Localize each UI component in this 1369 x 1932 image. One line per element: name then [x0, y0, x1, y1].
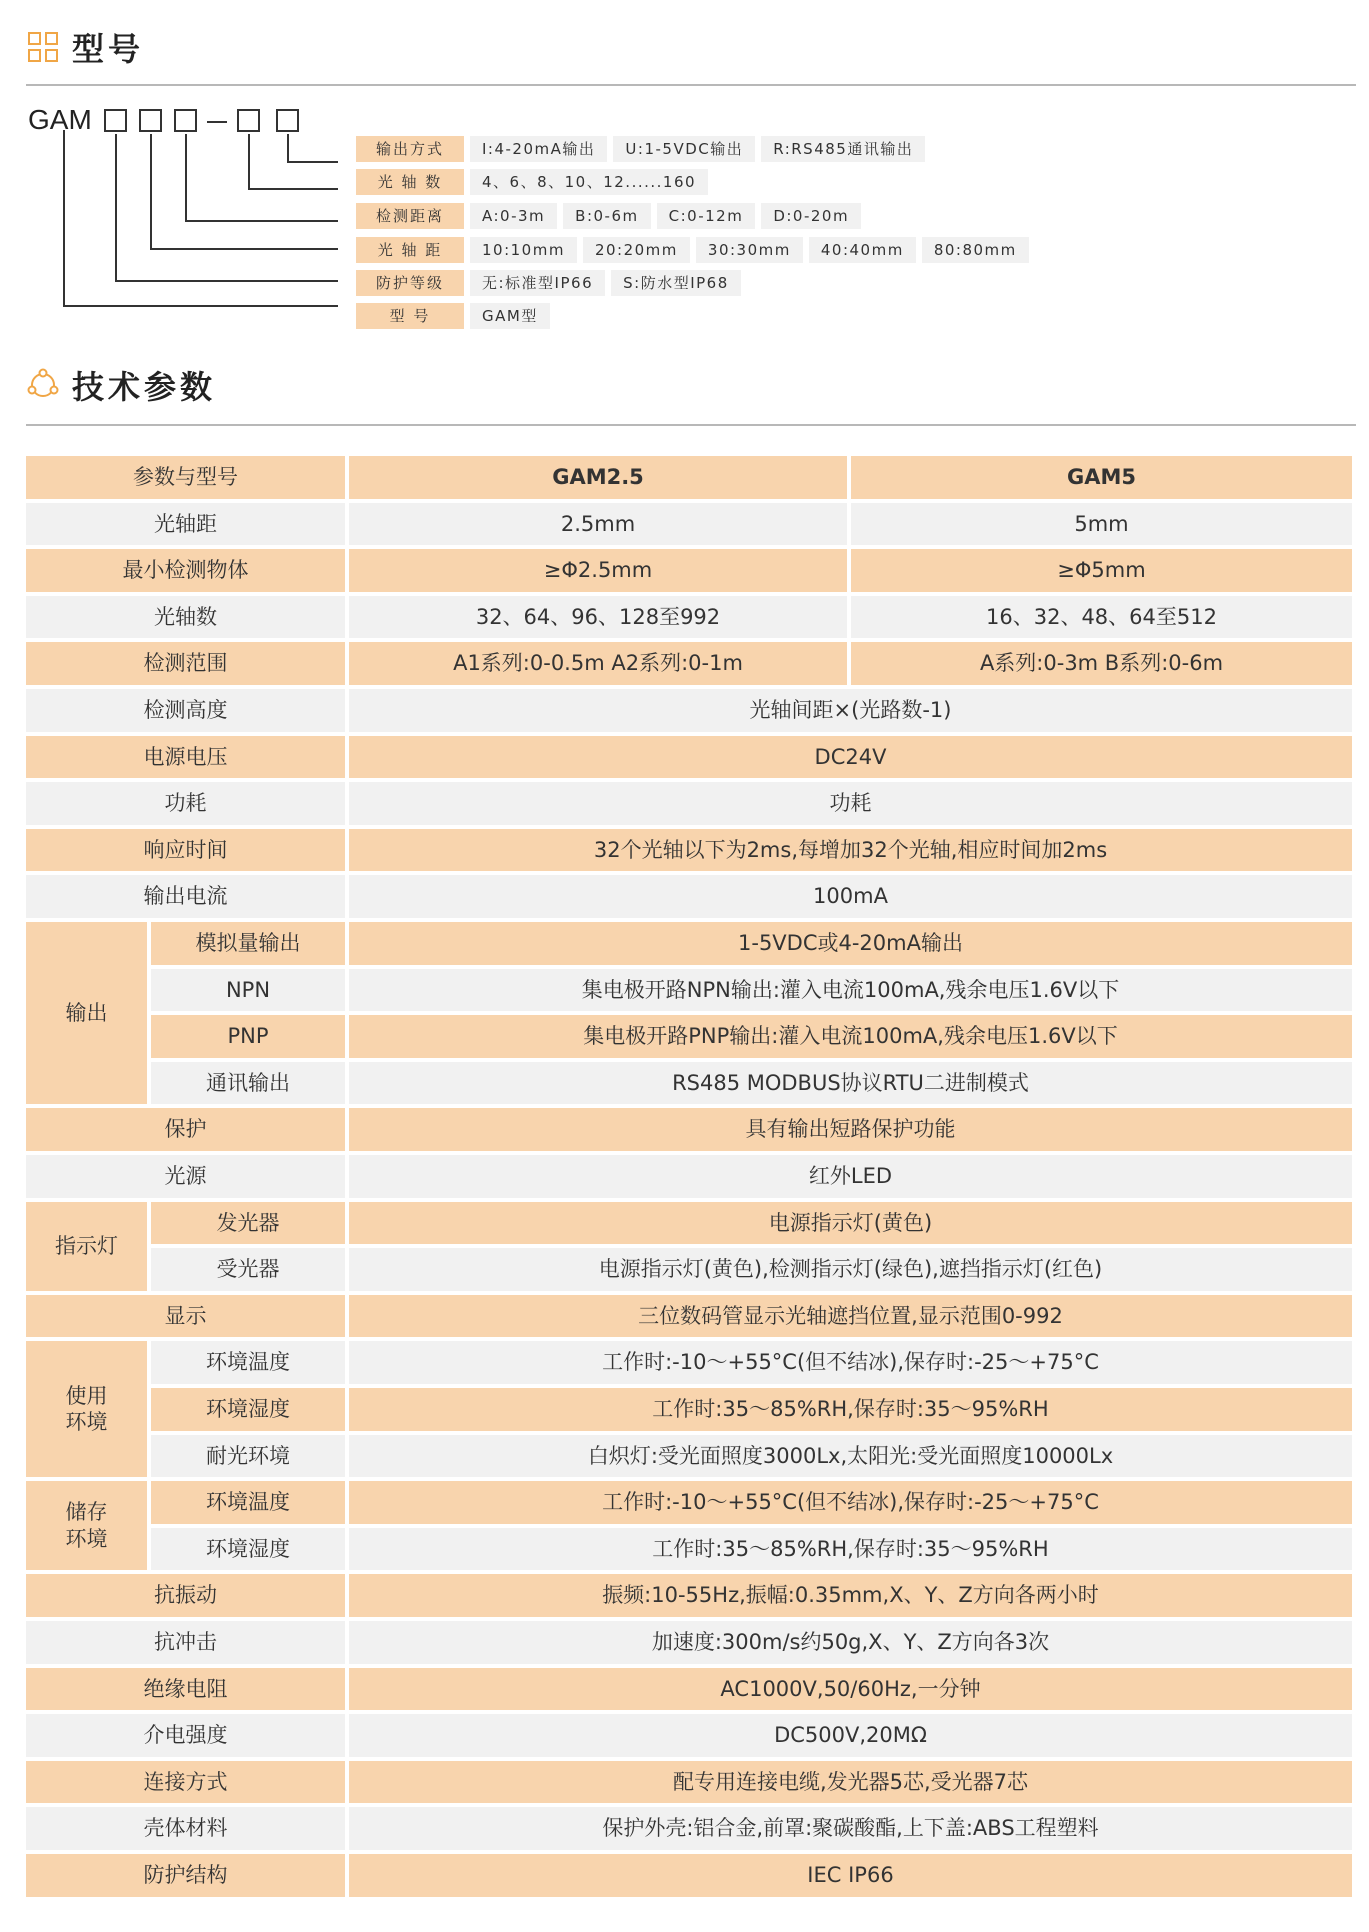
value-cell: 白炽灯:受光面照度3000Lx,太阳光:受光面照度10000Lx: [349, 1435, 1352, 1477]
group-label: 指示灯: [26, 1202, 147, 1291]
option-value: U:1-5VDC输出: [613, 136, 755, 162]
row-label: 电源电压: [26, 736, 345, 778]
option-value: S:防水型IP68: [611, 270, 741, 296]
row-label: 光轴距: [26, 503, 345, 545]
value-cell: 工作时:-10～+55°C(但不结冰),保存时:-25～+75°C: [349, 1481, 1352, 1524]
option-value: 80:80mm: [922, 237, 1029, 263]
group-label: 输出: [26, 922, 147, 1104]
row-label: 光源: [26, 1155, 345, 1198]
value-cell: 三位数码管显示光轴遮挡位置,显示范围0-992: [349, 1295, 1352, 1337]
option-value: B:0-6m: [563, 203, 650, 229]
value-cell: 工作时:35～85%RH,保存时:35～95%RH: [349, 1388, 1352, 1431]
option-row: [356, 303, 556, 329]
option-label: 输出方式: [356, 136, 464, 162]
option-value: 30:30mm: [696, 237, 803, 263]
option-value: I:4-20mA输出: [470, 136, 607, 162]
option-label: 光 轴 数: [356, 169, 464, 195]
sub-label: 模拟量输出: [151, 922, 345, 965]
sub-label: 环境温度: [151, 1481, 345, 1524]
option-label: 光 轴 距: [356, 237, 464, 263]
option-value: 4、6、8、10、12......160: [470, 169, 708, 195]
sub-label: 受光器: [151, 1248, 345, 1291]
connector-lines: [0, 0, 360, 330]
value-cell: 工作时:35～85%RH,保存时:35～95%RH: [349, 1528, 1352, 1570]
value-cell: ≥Φ5mm: [851, 549, 1352, 592]
row-label: 检测高度: [26, 689, 345, 732]
value-cell: 2.5mm: [349, 503, 847, 545]
section-title: 技术参数: [72, 368, 217, 406]
model-prefix: GAM: [28, 104, 92, 135]
row-label: 连接方式: [26, 1761, 345, 1803]
value-cell: 100mA: [349, 875, 1352, 918]
value-cell: 5mm: [851, 503, 1352, 545]
sub-label: 发光器: [151, 1202, 345, 1244]
row-label: 输出电流: [26, 875, 345, 918]
row-label: 功耗: [26, 782, 345, 825]
group-label: 储存 环境: [26, 1481, 147, 1570]
value-cell: IEC IP66: [349, 1854, 1352, 1897]
row-label: 绝缘电阻: [26, 1668, 345, 1710]
value-cell: A系列:0-3m B系列:0-6m: [851, 642, 1352, 685]
sub-label: 环境温度: [151, 1341, 345, 1384]
option-row: [356, 237, 1035, 263]
circle-nodes-icon: [26, 368, 60, 402]
row-label: 抗振动: [26, 1574, 345, 1617]
option-label: 防护等级: [356, 270, 464, 296]
option-value: 20:20mm: [583, 237, 690, 263]
value-cell: 工作时:-10～+55°C(但不结冰),保存时:-25～+75°C: [349, 1341, 1352, 1384]
sub-label: 环境湿度: [151, 1528, 345, 1570]
option-value: 40:40mm: [809, 237, 916, 263]
value-cell: 具有输出短路保护功能: [349, 1108, 1352, 1151]
value-cell: DC500V,20MΩ: [349, 1714, 1352, 1757]
row-label: 壳体材料: [26, 1807, 345, 1850]
option-value: 10:10mm: [470, 237, 577, 263]
value-cell: 电源指示灯(黄色),检测指示灯(绿色),遮挡指示灯(红色): [349, 1248, 1352, 1291]
option-row: [356, 136, 931, 162]
row-label: 保护: [26, 1108, 345, 1151]
row-label: 检测范围: [26, 642, 345, 685]
header-cell: GAM2.5: [349, 456, 847, 499]
option-value: D:0-20m: [761, 203, 861, 229]
option-value: R:RS485通讯输出: [761, 136, 925, 162]
value-cell: 32个光轴以下为2ms,每增加32个光轴,相应时间加2ms: [349, 829, 1352, 871]
row-label: 显示: [26, 1295, 345, 1337]
header-cell: 参数与型号: [26, 456, 345, 499]
section-title: 型号: [72, 30, 145, 68]
option-value: GAM型: [470, 303, 550, 329]
value-cell: 1-5VDC或4-20mA输出: [349, 922, 1352, 965]
row-label: 光轴数: [26, 596, 345, 638]
value-cell: 32、64、96、128至992: [349, 596, 847, 638]
value-cell: DC24V: [349, 736, 1352, 778]
sub-label: PNP: [151, 1015, 345, 1058]
value-cell: 16、32、48、64至512: [851, 596, 1352, 638]
option-label: 型 号: [356, 303, 464, 329]
value-cell: 功耗: [349, 782, 1352, 825]
value-cell: 红外LED: [349, 1155, 1352, 1198]
section-header-spec: [26, 362, 216, 408]
row-label: 响应时间: [26, 829, 345, 871]
value-cell: RS485 MODBUS协议RTU二进制模式: [349, 1062, 1352, 1104]
value-cell: AC1000V,50/60Hz,一分钟: [349, 1668, 1352, 1710]
value-cell: 振频:10-55Hz,振幅:0.35mm,X、Y、Z方向各两小时: [349, 1574, 1352, 1617]
row-label: 最小检测物体: [26, 549, 345, 592]
value-cell: ≥Φ2.5mm: [349, 549, 847, 592]
option-label: 检测距离: [356, 203, 464, 229]
row-label: 介电强度: [26, 1714, 345, 1757]
header-cell: GAM5: [851, 456, 1352, 499]
value-cell: 保护外壳:铝合金,前罩:聚碳酸酯,上下盖:ABS工程塑料: [349, 1807, 1352, 1850]
sub-label: 环境湿度: [151, 1388, 345, 1431]
value-cell: 集电极开路NPN输出:灌入电流100mA,残余电压1.6V以下: [349, 969, 1352, 1011]
option-row: [356, 169, 714, 195]
row-label: 抗冲击: [26, 1621, 345, 1664]
sub-label: 通讯输出: [151, 1062, 345, 1104]
option-row: [356, 203, 867, 229]
option-value: 无:标准型IP66: [470, 270, 605, 296]
value-cell: 加速度:300m/s约50g,X、Y、Z方向各3次: [349, 1621, 1352, 1664]
value-cell: A1系列:0-0.5m A2系列:0-1m: [349, 642, 847, 685]
sub-label: NPN: [151, 969, 345, 1011]
option-row: [356, 270, 747, 296]
option-value: C:0-12m: [657, 203, 756, 229]
divider: [26, 424, 1356, 426]
option-value: A:0-3m: [470, 203, 557, 229]
value-cell: 光轴间距×(光路数-1): [349, 689, 1352, 732]
value-cell: 配专用连接电缆,发光器5芯,受光器7芯: [349, 1761, 1352, 1803]
group-label: 使用 环境: [26, 1341, 147, 1477]
value-cell: 电源指示灯(黄色): [349, 1202, 1352, 1244]
row-label: 防护结构: [26, 1854, 345, 1897]
value-cell: 集电极开路PNP输出:灌入电流100mA,残余电压1.6V以下: [349, 1015, 1352, 1058]
sub-label: 耐光环境: [151, 1435, 345, 1477]
